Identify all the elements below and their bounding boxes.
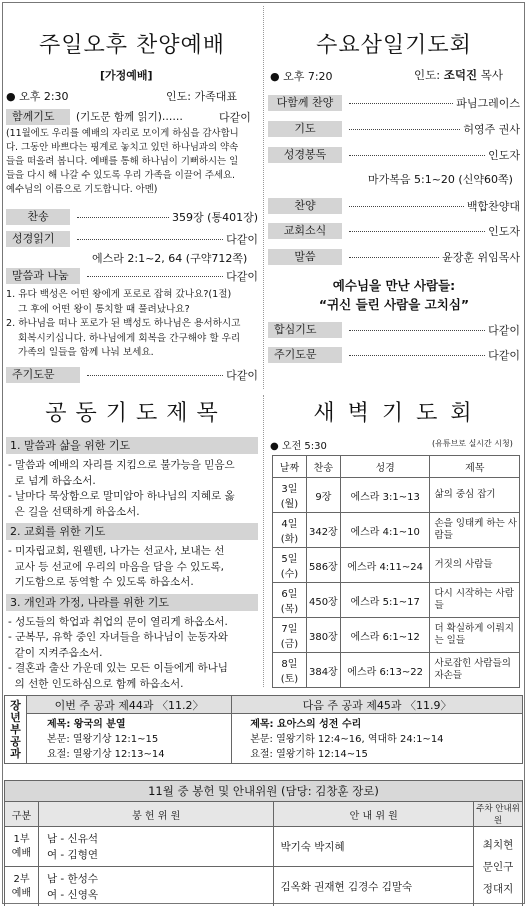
- dawn-cell: 6일(목): [273, 583, 307, 618]
- wed-lords-who: 다같이: [488, 349, 520, 362]
- this-week-verse: 요절: 열왕기상 12:13~14: [47, 749, 165, 760]
- side-char: 과: [10, 746, 21, 760]
- dawn-cell: 에스라 5:1~17: [340, 583, 430, 618]
- dawn-cell: 사로잡힌 사람들의 자손들: [430, 653, 520, 688]
- prayer-section-item: - 날마다 묵상함으로 말미암아 하나님의 지혜로 옳: [8, 490, 235, 502]
- wed-reading-ref: 마가복음 5:1~20 (신약60쪽): [368, 173, 513, 186]
- wed-lords-row: [346, 347, 520, 363]
- hymn-row: [74, 209, 258, 225]
- leader-label: 인도:: [414, 68, 441, 82]
- prayer-section-item: 같이 지켜주옵소서.: [8, 646, 103, 659]
- side-char: 공: [10, 734, 21, 748]
- prayer-section-head: 2. 교회를 위한 기도: [6, 523, 258, 540]
- side-char: 년: [10, 710, 21, 724]
- parking-guide: 정대지: [482, 882, 514, 895]
- wed-row-value: 인도자: [488, 225, 520, 238]
- share-who: 다같이: [226, 270, 258, 283]
- prayer-text: [6, 127, 258, 197]
- prayer-line: 다. 그동안 바쁘다는 핑계로 놓치고 있던 하나님과의 약속: [6, 142, 239, 153]
- dawn-cell: 다시 시작하는 사람들: [430, 583, 520, 618]
- dawn-cell: 손을 잉태케 하는 사람들: [430, 513, 520, 548]
- reading-who: 다같이: [226, 233, 258, 246]
- second-service-offerers: [38, 867, 274, 906]
- wed-row-value: 인도자: [488, 149, 520, 162]
- question-line: 회복시키십니다. 하나님에게 회복을 간구해야 할 우리: [18, 332, 241, 344]
- family-worship-label: [가정예배]: [100, 69, 153, 82]
- sermon-line-1: 예수님을 만난 사람들:: [332, 278, 456, 293]
- prayer-section-item: 은 길을 선택하게 하옵소서.: [8, 505, 140, 518]
- first-service-offerers: [38, 827, 274, 867]
- dawn-cell: 384장: [306, 653, 340, 688]
- column-divider: [263, 6, 264, 389]
- dawn-title: 새 벽 기 도 회: [313, 401, 475, 426]
- question-line: 1. 유다 백성은 어떤 왕에게 포로로 잡혀 갔나요?(1절): [6, 289, 232, 300]
- dawn-cell: 에스라 6:13~22: [340, 653, 430, 688]
- dawn-cell: 에스라 4:1~10: [340, 513, 430, 548]
- prayer-section-item: - 성도들의 학업과 취업의 문이 열리게 하옵소서.: [8, 615, 228, 628]
- lords-prayer-row: [84, 367, 258, 383]
- joint-prayer-who: 다같이: [488, 324, 520, 337]
- prayer-section-item: - 결혼과 출산 가운데 있는 모든 이들에게 하나님: [8, 662, 228, 674]
- dawn-table: [272, 455, 520, 688]
- lords-prayer-label: 주기도문: [6, 367, 80, 383]
- next-week-text: 본문: 열왕기하 12:4~16, 역대하 24:1~14: [250, 734, 444, 745]
- this-week-title: 제목: 왕국의 분열: [47, 719, 126, 730]
- wed-row: [346, 198, 520, 214]
- this-week-head: 이번 주 공과 제44과 〈11.2〉: [27, 696, 232, 714]
- offerer-female: 여 - 신영옥: [46, 888, 98, 901]
- question-line: 그 후에 어떤 왕이 통치할 때 풀려났나요?: [18, 303, 190, 315]
- prayer-section-item: - 말씀과 예배의 자리를 지킴으로 불가능을 믿음으: [8, 459, 235, 471]
- hymn-label: 찬송: [6, 209, 70, 225]
- wed-row: [346, 147, 520, 163]
- wed-row: [346, 249, 520, 265]
- dawn-cell: 4일(화): [273, 513, 307, 548]
- prayer-line: 들을 다시 해 나갈 수 있도록 우리 가족을 이끌어 주세요.: [6, 170, 236, 181]
- dawn-cell: 에스라 4:11~24: [340, 548, 430, 583]
- leader-role: 목사: [480, 68, 503, 82]
- sunday-leader: 인도: 가족대표: [166, 90, 237, 103]
- joint-prayer-label: 합심기도: [268, 322, 342, 338]
- parking-guide: 문인구: [482, 860, 514, 873]
- wed-lords-label: 주기도문: [268, 347, 342, 363]
- dawn-cell: 7일(금): [273, 618, 307, 653]
- wed-row-value: 윤장훈 위임목사: [442, 251, 520, 264]
- dawn-time: ● 오전 5:30: [270, 441, 327, 452]
- prayer-note: (기도문 함께 읽기)……: [76, 111, 183, 123]
- lords-prayer-who: 다같이: [226, 369, 258, 382]
- dawn-cell: 삶의 중심 잡기: [430, 478, 520, 513]
- wed-row-value: 파님그레이스: [456, 97, 520, 110]
- offering-header: 주차 안내위원: [474, 802, 523, 827]
- wed-row-label: 다함께 찬양: [268, 95, 342, 111]
- dawn-row: [273, 548, 520, 583]
- offering-table: [4, 801, 523, 906]
- offerer-male: 남 - 신유석: [46, 832, 98, 845]
- leader-name: 조덕진: [443, 68, 478, 82]
- prayer-line: (11월에도 우리를 예배의 자리로 모이게 하심을 감사합니: [6, 128, 239, 139]
- question-line: 가족의 일들을 함께 나눠 보세요.: [18, 347, 154, 359]
- prayer-line: 예수님의 이름으로 기도합니다. 아멘): [6, 184, 158, 195]
- this-week-body: [27, 714, 232, 764]
- prayer-section-item: 교사 등 선교에 우리의 마음을 담을 수 있도록,: [8, 560, 224, 573]
- joint-prayer-row: [346, 322, 520, 338]
- wed-row-label: 찬양: [268, 198, 342, 214]
- study-table: [4, 695, 523, 764]
- wed-row-label: 말씀: [268, 249, 342, 265]
- dawn-row: [273, 583, 520, 618]
- parking-guides: [474, 827, 523, 906]
- wed-row-label: 기도: [268, 121, 342, 137]
- offerer-male: 남 - 한성수: [46, 872, 98, 885]
- question-line: 2. 하나님을 떠나 포로가 된 백성도 하나님은 용서하시고: [6, 318, 241, 330]
- dawn-header: 성경: [340, 456, 430, 478]
- wed-row: [346, 95, 520, 111]
- next-week-body: [232, 714, 523, 764]
- dawn-cell: 450장: [306, 583, 340, 618]
- prayer-label: 함께기도: [6, 109, 70, 125]
- prayer-section-item: 기도함으로 동역할 수 있도록 하옵소서.: [8, 576, 194, 588]
- second-service-guides: 김옥화 권재현 김경수 김말숙: [274, 867, 474, 906]
- dawn-header: 찬송: [306, 456, 340, 478]
- prayer-line: 들을 떠올려 봅니다. 예배를 통해 하나님이 기뻐하시는 일: [6, 156, 239, 167]
- share-label: 말씀과 나눔: [6, 268, 80, 284]
- prayer-section-item: 의 선한 인도하심으로 함께 하옵소서.: [8, 677, 184, 690]
- dawn-cell: 9장: [306, 478, 340, 513]
- dawn-cell: 342장: [306, 513, 340, 548]
- dawn-cell: 더 확실하게 이뤄지는 일들: [430, 618, 520, 653]
- dawn-cell: 에스라 6:1~12: [340, 618, 430, 653]
- parking-guide: 최치현: [482, 838, 514, 851]
- dawn-cell: 380장: [306, 618, 340, 653]
- dawn-cell: 거짓의 사람들: [430, 548, 520, 583]
- wed-row: [346, 121, 520, 137]
- wednesday-title: 수요삼일기도회: [316, 33, 472, 58]
- wed-row-value: 백합찬양대: [466, 200, 520, 213]
- reading-label: 성경읽기: [6, 231, 70, 247]
- sermon-line-2: “귀신 들린 사람을 고치심”: [318, 297, 470, 312]
- prayer-section-head: 1. 말씀과 삶을 위한 기도: [6, 437, 258, 454]
- dawn-cell: 586장: [306, 548, 340, 583]
- this-week-text: 본문: 열왕기상 12:1~15: [47, 734, 159, 745]
- common-prayer-title: 공 동 기 도 제 목: [45, 401, 219, 426]
- wed-row-value: 허영주 권사: [463, 123, 520, 136]
- prayer-section-item: 로 넘게 하옵소서.: [8, 474, 96, 487]
- first-service-label: 1부 예배: [5, 827, 39, 867]
- offering-header: 안 내 위 원: [274, 802, 474, 827]
- prayer-section-item: - 군복무, 유학 중인 자녀들을 하나님이 눈동자와: [8, 631, 228, 643]
- sunday-time: ● 오후 2:30: [6, 90, 69, 103]
- hymn-value: 359장 (통401장): [172, 211, 258, 224]
- prayer-section-head: 3. 개인과 가정, 나라를 위한 기도: [6, 594, 258, 611]
- offering-header: 봉 헌 위 원: [38, 802, 274, 827]
- offering-title: 11월 중 봉헌 및 안내위원 (담당: 김창훈 장로): [4, 780, 523, 802]
- next-week-verse: 요절: 열왕기하 12:14~15: [250, 749, 368, 760]
- side-char: 부: [10, 722, 21, 736]
- dawn-cell: 8일(토): [273, 653, 307, 688]
- dawn-row: [273, 513, 520, 548]
- side-char: 장: [10, 698, 21, 712]
- dawn-row: [273, 478, 520, 513]
- prayer-who: 다같이: [219, 111, 251, 124]
- offering-header: 구분: [5, 802, 39, 827]
- reading-ref: 에스라 2:1~2, 64 (구약712쪽): [92, 252, 248, 265]
- dawn-note: (유튜브로 실시간 시청): [432, 439, 513, 448]
- offerer-female: 여 - 김형연: [46, 848, 98, 861]
- dawn-cell: 5일(수): [273, 548, 307, 583]
- wed-row: [346, 223, 520, 239]
- dawn-header: 제목: [430, 456, 520, 478]
- wednesday-time: ● 오후 7:20: [270, 70, 333, 83]
- first-service-guides: 박기숙 박지혜: [274, 827, 474, 867]
- wed-row-label: 교회소식: [268, 223, 342, 239]
- column-divider-2: [263, 395, 264, 687]
- study-side-label: [5, 696, 27, 764]
- dawn-row: [273, 653, 520, 688]
- dawn-row: [273, 618, 520, 653]
- next-week-head: 다음 주 공과 제45과 〈11.9〉: [232, 696, 523, 714]
- share-row: [84, 268, 258, 284]
- dawn-cell: 3일(월): [273, 478, 307, 513]
- share-questions: [6, 288, 260, 361]
- study-side-text: [8, 700, 23, 760]
- next-week-title: 제목: 요아스의 성전 수리: [250, 719, 362, 730]
- second-service-label: 2부 예배: [5, 867, 39, 906]
- dawn-cell: 에스라 3:1~13: [340, 478, 430, 513]
- prayer-section-item: - 미자립교회, 원웰텐, 나가는 선교사, 보내는 선: [8, 545, 225, 557]
- wed-row-label: 성경봉독: [268, 147, 342, 163]
- wednesday-leader: [414, 67, 503, 83]
- reading-row: [74, 231, 258, 247]
- sunday-title: 주일오후 찬양예배: [38, 33, 225, 58]
- dawn-header: 날짜: [273, 456, 307, 478]
